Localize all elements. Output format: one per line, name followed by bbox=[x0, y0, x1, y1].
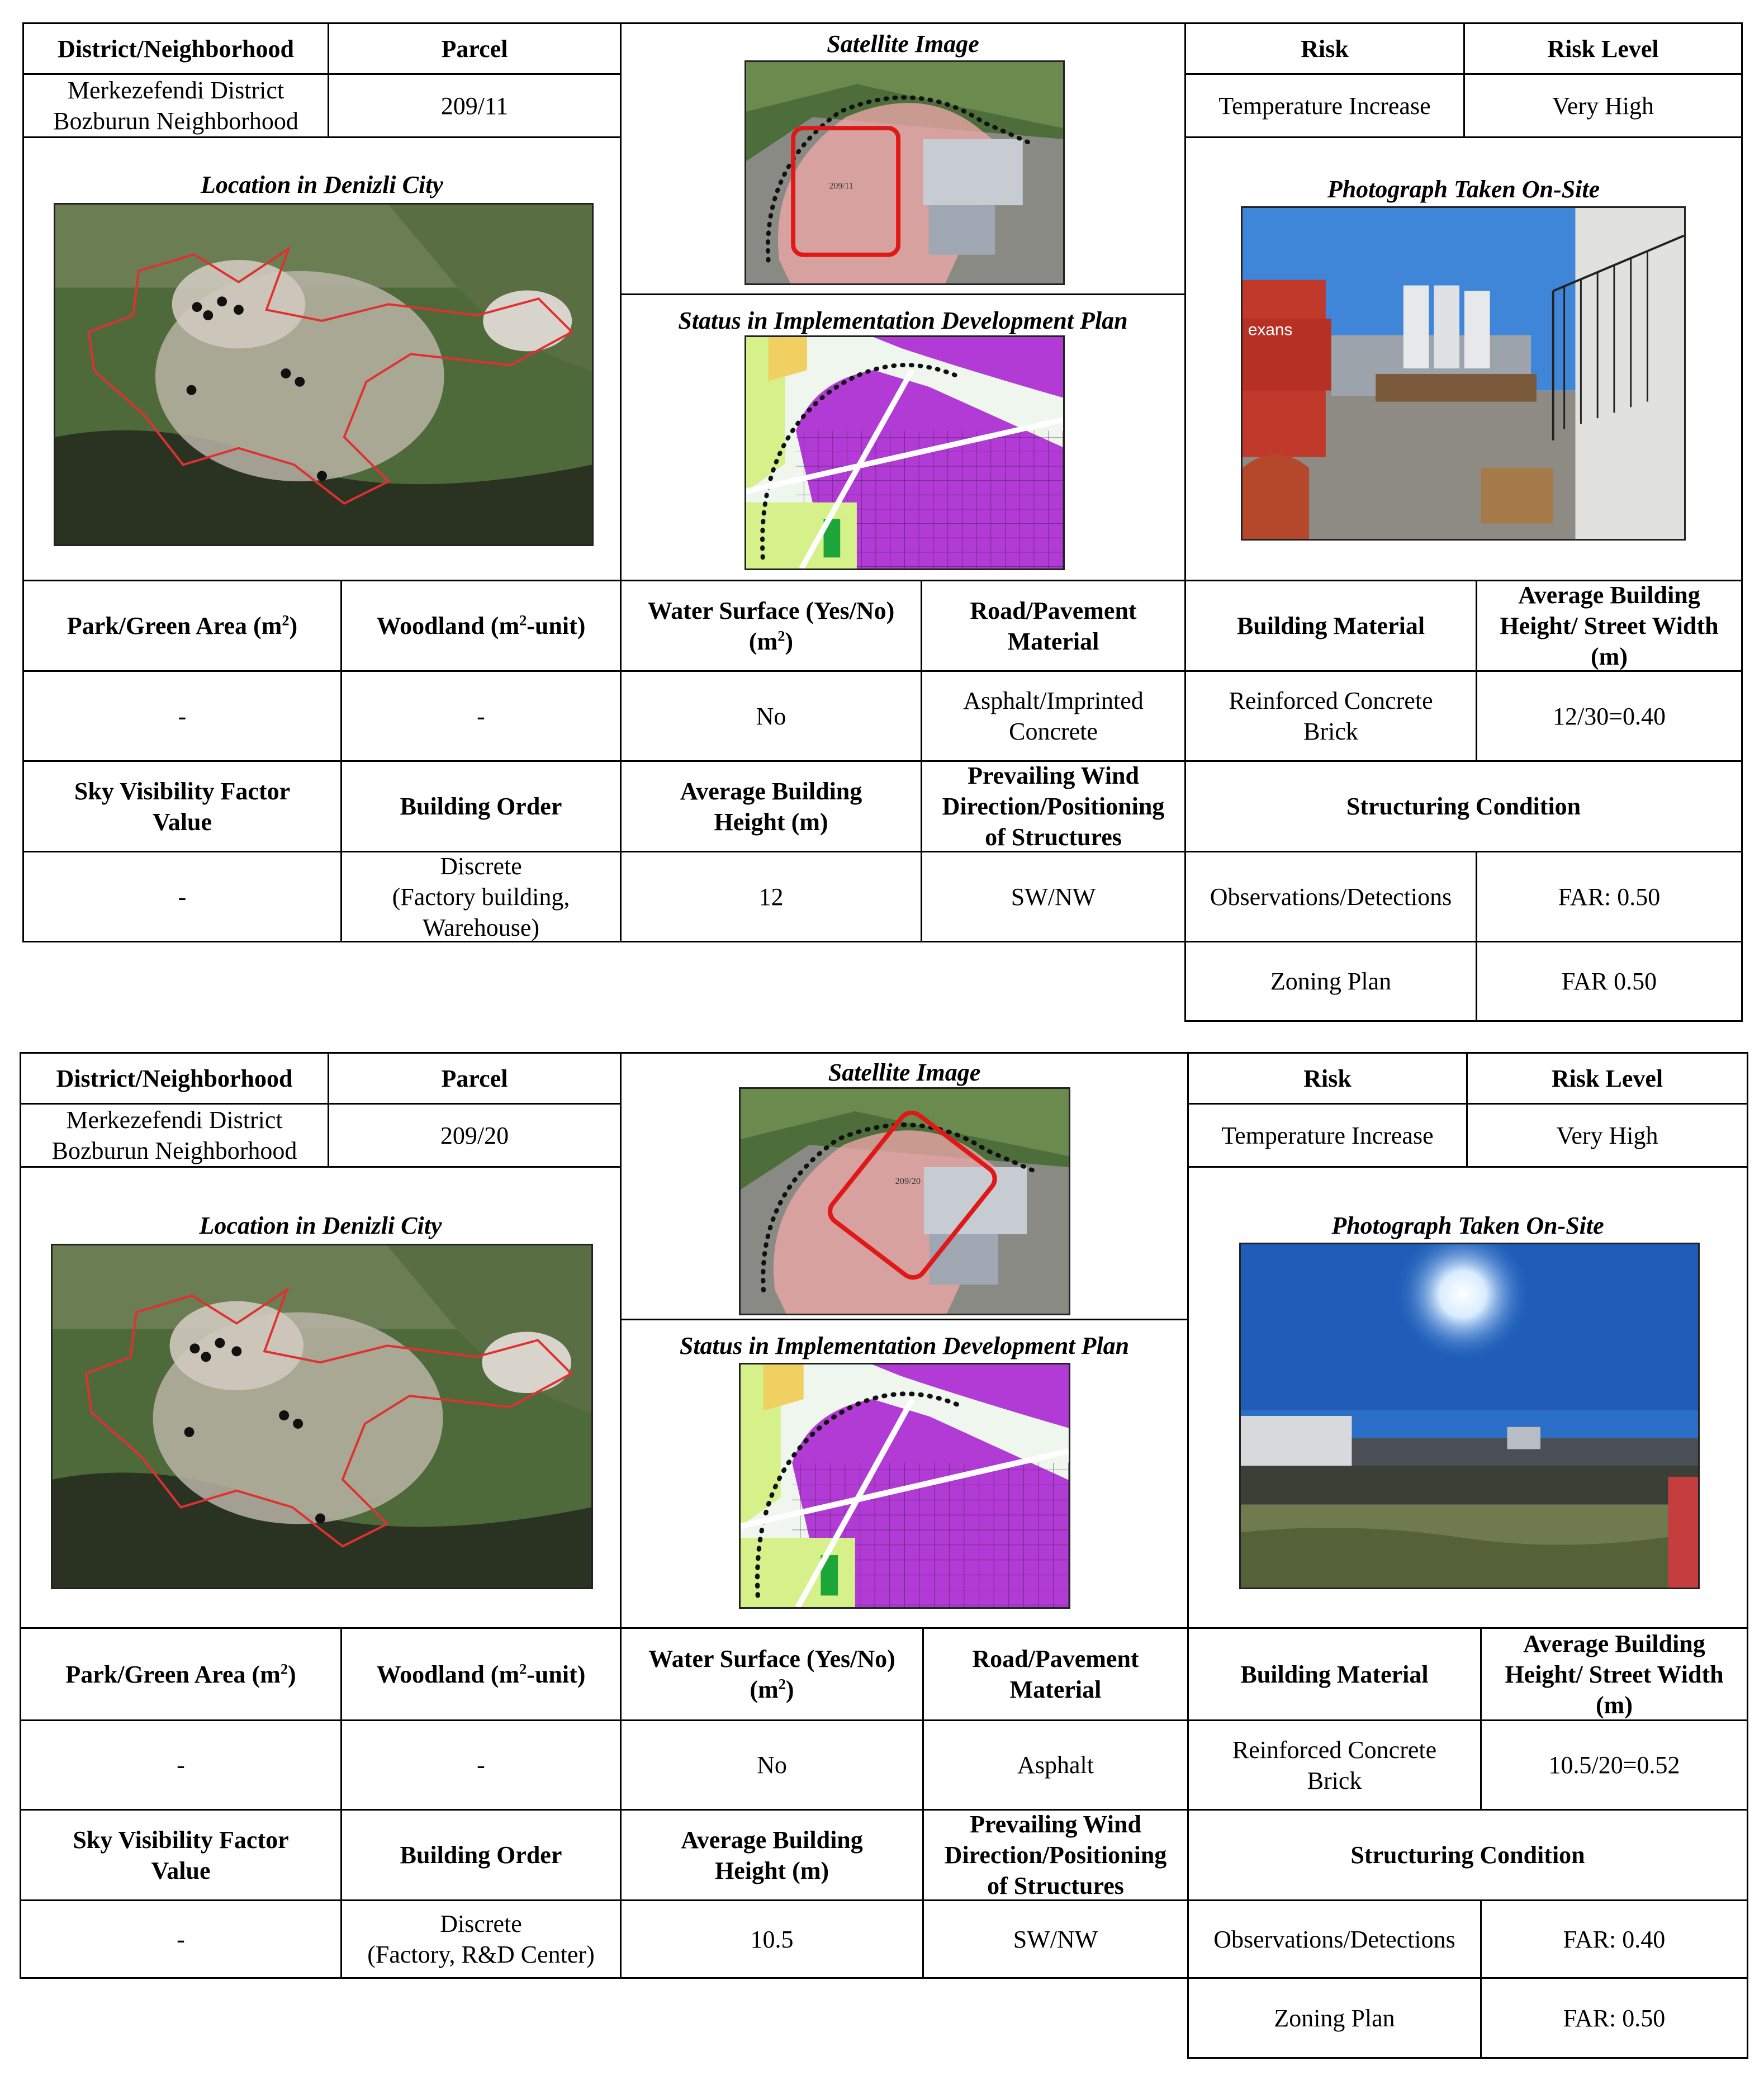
photo-cell bbox=[1187, 1166, 1748, 1629]
ratio-value: 12/30=0.40 bbox=[1476, 670, 1743, 762]
satellite-cell bbox=[620, 1052, 1189, 1320]
city-map-image bbox=[54, 203, 594, 546]
observations-label: Observations/Detections bbox=[1187, 1899, 1482, 1979]
district-value: Merkezefendi District Bozburun Neighborhood bbox=[22, 73, 329, 138]
plan-image bbox=[745, 335, 1065, 570]
risk-value: Temperature Increase bbox=[1184, 73, 1465, 138]
district-header: District/Neighborhood bbox=[20, 1052, 329, 1105]
park-value: - bbox=[22, 670, 342, 762]
park-header: Park/Green Area $(m^2)$ bbox=[22, 580, 342, 672]
satellite-image bbox=[739, 1087, 1070, 1315]
location-cell bbox=[20, 1166, 622, 1629]
risk-header: Risk bbox=[1184, 22, 1465, 75]
height-header: Average Building Height (m) bbox=[620, 760, 922, 852]
park-value: - bbox=[20, 1719, 342, 1811]
observations-label: Observations/Detections bbox=[1184, 851, 1477, 942]
woodland-value: - bbox=[340, 670, 622, 762]
plan-cell bbox=[620, 1319, 1189, 1629]
risk-header: Risk bbox=[1187, 1052, 1468, 1105]
sky-header: Sky Visibility Factor Value bbox=[22, 760, 342, 852]
location-cell bbox=[22, 136, 622, 581]
road-header: Road/Pavement Material bbox=[922, 1627, 1189, 1721]
location-caption: Location in Denizli City bbox=[201, 171, 443, 198]
order-header: Building Order bbox=[340, 760, 622, 852]
satellite-caption: Satellite Image bbox=[827, 30, 979, 58]
zoning-label: Zoning Plan bbox=[1187, 1977, 1482, 2059]
sky-header: Sky Visibility Factor Value bbox=[20, 1809, 342, 1901]
parcel-header: Parcel bbox=[328, 1052, 622, 1105]
wind-header: Prevailing Wind Direction/Positioning of Structures bbox=[922, 1809, 1189, 1901]
material-header: Building Material bbox=[1187, 1627, 1482, 1721]
road-value: Asphalt/Imprinted Concrete bbox=[921, 670, 1186, 762]
ratio-header: Average Building Height/ Street Width (m) bbox=[1480, 1627, 1748, 1721]
observations-value: FAR: 0.40 bbox=[1480, 1899, 1748, 1979]
svg-text:exans: exans bbox=[1248, 320, 1293, 339]
order-value: Discrete (Factory building, Warehouse) bbox=[340, 851, 622, 942]
risk-level-header: Risk Level bbox=[1463, 22, 1743, 75]
site-photo bbox=[1241, 206, 1686, 541]
wind-header: Prevailing Wind Direction/Positioning of Structures bbox=[921, 760, 1186, 852]
plan-cell bbox=[620, 293, 1186, 581]
risk-value: Temperature Increase bbox=[1187, 1103, 1468, 1168]
water-value: No bbox=[620, 670, 922, 762]
district-header: District/Neighborhood bbox=[22, 22, 329, 75]
material-value: Reinforced Concrete Brick bbox=[1187, 1719, 1482, 1811]
observations-value: FAR: 0.50 bbox=[1476, 851, 1743, 942]
plan-caption: Status in Implementation Development Plan bbox=[678, 307, 1128, 334]
material-header: Building Material bbox=[1184, 580, 1477, 672]
zoning-value: FAR: 0.50 bbox=[1480, 1977, 1748, 2059]
satellite-image bbox=[745, 60, 1065, 285]
district-value: Merkezefendi District Bozburun Neighborhood bbox=[20, 1103, 329, 1168]
location-caption: Location in Denizli City bbox=[199, 1212, 442, 1239]
risk-level-value: Very High bbox=[1466, 1103, 1748, 1168]
wind-value: SW/NW bbox=[922, 1899, 1189, 1979]
plan-caption: Status in Implementation Development Plan bbox=[679, 1332, 1130, 1359]
woodland-value: - bbox=[340, 1719, 622, 1811]
wind-value: SW/NW bbox=[921, 851, 1186, 942]
park-header: Park/Green Area $(m^2)$ bbox=[20, 1627, 342, 1721]
parcel-sheet-2 bbox=[0, 1033, 1764, 2080]
structuring-header: Structuring Condition bbox=[1184, 760, 1743, 852]
site-photo bbox=[1239, 1243, 1700, 1589]
photo-caption: Photograph Taken On-Site bbox=[1327, 176, 1600, 203]
sky-value: - bbox=[22, 851, 342, 942]
road-value: Asphalt bbox=[922, 1719, 1189, 1811]
photo-cell bbox=[1184, 136, 1743, 581]
material-value: Reinforced Concrete Brick bbox=[1184, 670, 1477, 762]
parcel-sheet-1 bbox=[0, 0, 1764, 1033]
plan-image bbox=[739, 1363, 1070, 1609]
structuring-header: Structuring Condition bbox=[1187, 1809, 1748, 1901]
water-value: No bbox=[620, 1719, 924, 1811]
height-value: 12 bbox=[620, 851, 922, 942]
woodland-header: Woodland $(m^2-unit)$ bbox=[340, 580, 622, 672]
ratio-value: 10.5/20=0.52 bbox=[1480, 1719, 1748, 1811]
risk-level-header: Risk Level bbox=[1466, 1052, 1748, 1105]
road-header: Road/Pavement Material bbox=[921, 580, 1186, 672]
zoning-label: Zoning Plan bbox=[1184, 941, 1477, 1022]
water-header: Water Surface (Yes/No) $(m^2)$ bbox=[620, 580, 922, 672]
order-value: Discrete (Factory, R&D Center) bbox=[340, 1899, 622, 1979]
ratio-header: Average Building Height/ Street Width (m) bbox=[1476, 580, 1743, 672]
order-header: Building Order bbox=[340, 1809, 622, 1901]
svg-text:209/11: 209/11 bbox=[829, 181, 853, 191]
parcel-value: 209/11 bbox=[328, 73, 622, 138]
sky-value: - bbox=[20, 1899, 342, 1979]
parcel-value: 209/20 bbox=[328, 1103, 622, 1168]
height-value: 10.5 bbox=[620, 1899, 924, 1979]
water-header: Water Surface (Yes/No) $(m^2)$ bbox=[620, 1627, 924, 1721]
city-map-image bbox=[51, 1244, 593, 1589]
parcel-header: Parcel bbox=[328, 22, 622, 75]
zoning-value: FAR 0.50 bbox=[1476, 941, 1743, 1022]
woodland-header: Woodland $(m^2-unit)$ bbox=[340, 1627, 622, 1721]
satellite-caption: Satellite Image bbox=[828, 1059, 981, 1086]
height-header: Average Building Height (m) bbox=[620, 1809, 924, 1901]
svg-text:209/20: 209/20 bbox=[895, 1176, 921, 1186]
risk-level-value: Very High bbox=[1463, 73, 1743, 138]
satellite-cell bbox=[620, 22, 1186, 295]
photo-caption: Photograph Taken On-Site bbox=[1331, 1212, 1604, 1239]
